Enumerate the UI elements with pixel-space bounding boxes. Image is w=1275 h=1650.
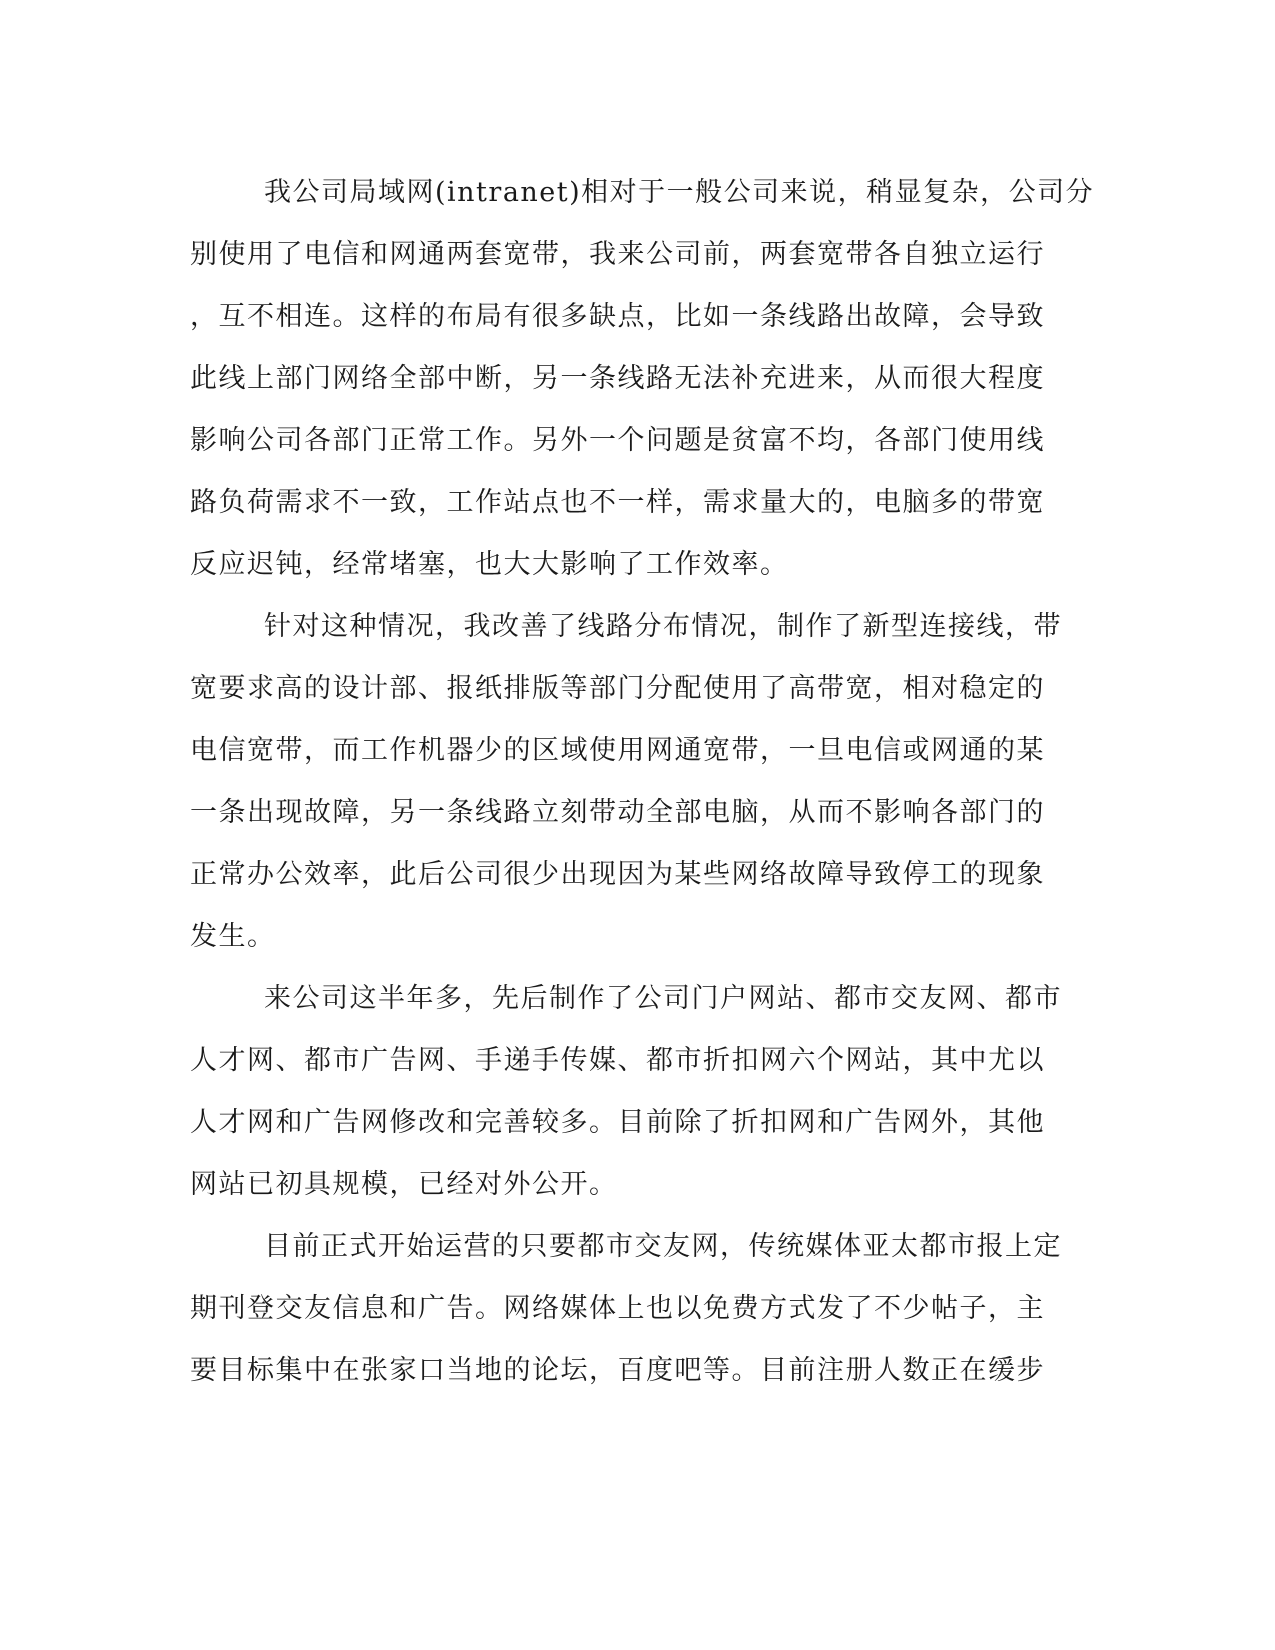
text-line: 正常办公效率，此后公司很少出现因为某些网络故障导致停工的现象 xyxy=(190,859,1045,890)
text-line: 期刊登交友信息和广告。网络媒体上也以免费方式发了不少帖子，主 xyxy=(190,1293,1045,1324)
text-line: 目前正式开始运营的只要都市交友网，传统媒体亚太都市报上定 xyxy=(264,1231,1062,1262)
text-line: 网站已初具规模，已经对外公开。 xyxy=(190,1169,618,1200)
text-line: 路负荷需求不一致，工作站点也不一样，需求量大的，电脑多的带宽 xyxy=(190,487,1045,518)
document-body xyxy=(190,162,1095,1402)
text-line: 反应迟钝，经常堵塞，也大大影响了工作效率。 xyxy=(190,549,789,580)
text-line: 影响公司各部门正常工作。另外一个问题是贫富不均，各部门使用线 xyxy=(190,425,1045,456)
text-line: 发生。 xyxy=(190,921,276,952)
text-line: 人才网、都市广告网、手递手传媒、都市折扣网六个网站，其中尤以 xyxy=(190,1045,1045,1076)
text-line: 别使用了电信和网通两套宽带，我来公司前，两套宽带各自独立运行 xyxy=(190,239,1045,270)
text-line: 一条出现故障，另一条线路立刻带动全部电脑，从而不影响各部门的 xyxy=(190,797,1045,828)
text-line: 此线上部门网络全部中断，另一条线路无法补充进来，从而很大程度 xyxy=(190,363,1045,394)
text-line: 我公司局域网(intranet)相对于一般公司来说，稍显复杂，公司分 xyxy=(264,177,1095,208)
text-line: 人才网和广告网修改和完善较多。目前除了折扣网和广告网外，其他 xyxy=(190,1107,1045,1138)
text-line: 要目标集中在张家口当地的论坛，百度吧等。目前注册人数正在缓步 xyxy=(190,1355,1045,1386)
text-line: ，互不相连。这样的布局有很多缺点，比如一条线路出故障，会导致 xyxy=(190,301,1045,332)
text-line: 来公司这半年多，先后制作了公司门户网站、都市交友网、都市 xyxy=(264,983,1062,1014)
text-line: 针对这种情况，我改善了线路分布情况，制作了新型连接线，带 xyxy=(264,611,1062,642)
text-line: 宽要求高的设计部、报纸排版等部门分配使用了高带宽，相对稳定的 xyxy=(190,673,1045,704)
text-line: 电信宽带，而工作机器少的区域使用网通宽带，一旦电信或网通的某 xyxy=(190,735,1045,766)
